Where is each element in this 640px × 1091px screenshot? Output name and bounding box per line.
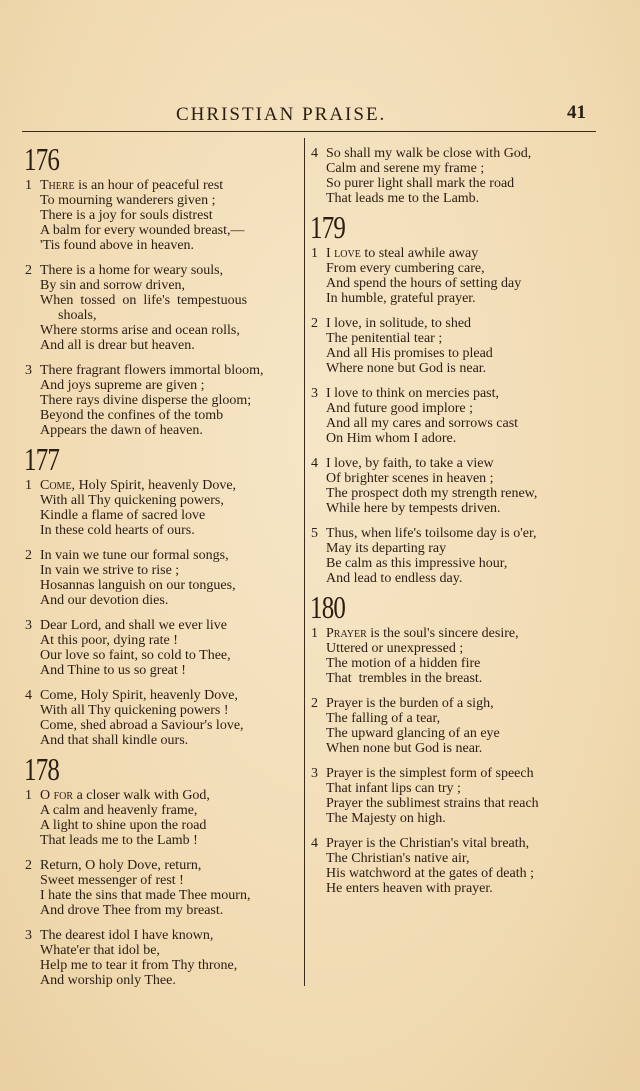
verse-line: I love, by faith, to take a view	[326, 456, 494, 471]
verse-line: is the soul's sincere desire,	[366, 626, 519, 641]
verse-line: May its departing ray	[326, 541, 447, 556]
verse-line: Kindle a flame of sacred love	[40, 508, 206, 523]
hymn-179-verse-5	[310, 526, 596, 586]
verse-line: And our devotion dies.	[40, 593, 169, 608]
verse-line: Sweet messenger of rest !	[40, 873, 184, 888]
verse-number: 4	[311, 836, 318, 851]
verse-line: So purer light shall mark the road	[326, 176, 515, 191]
verse-number: 2	[25, 548, 32, 563]
verse-line: I love to think on mercies past,	[326, 386, 500, 401]
verse-line: Thus, when life's toilsome day is o'er,	[326, 526, 537, 541]
hymn-number-177: 177	[24, 441, 60, 477]
verse-line: When tossed on life's tempestuous	[40, 293, 248, 308]
verse-number: 3	[311, 766, 318, 781]
verse-line: And drove Thee from my breast.	[40, 903, 224, 918]
hymn-176-verse-1	[24, 178, 302, 253]
verse-number: 4	[311, 146, 318, 161]
verse-line: And all His promises to plead	[326, 346, 493, 361]
verse-line: And all is drear but heaven.	[40, 338, 195, 353]
verse-line: And lead to endless day.	[326, 571, 463, 586]
verse-line: The Majesty on high.	[326, 811, 446, 826]
verse-line: Calm and serene my frame ;	[326, 161, 485, 176]
verse-line: Prayer is the burden of a sigh,	[326, 696, 494, 711]
hymn-176-verse-3	[24, 363, 302, 438]
hymn-number-178: 178	[24, 751, 60, 787]
column-divider	[304, 138, 305, 986]
verse-line: Help me to tear it from Thy throne,	[40, 958, 238, 973]
verse-line: While here by tempests driven.	[326, 501, 501, 516]
verse-number: 4	[25, 688, 32, 703]
verse-line: And worship only Thee.	[40, 973, 176, 988]
verse-number: 2	[25, 858, 32, 873]
hymn-177-verse-1	[24, 478, 302, 538]
hymn-178-verse-4	[310, 146, 596, 206]
verse-line: The dearest idol I have known,	[40, 928, 214, 943]
verse-line: And that shall kindle ours.	[40, 733, 189, 748]
hymn-number-179: 179	[310, 209, 346, 245]
left-column	[24, 140, 302, 998]
page-number: 41	[567, 102, 586, 123]
verse-line: I hate the sins that made Thee mourn,	[40, 888, 251, 903]
hymn-179-verse-2	[310, 316, 596, 376]
verse-line: In these cold hearts of ours.	[40, 523, 195, 538]
verse-number: 5	[311, 526, 318, 541]
verse-line: That leads me to the Lamb.	[326, 191, 480, 206]
verse-lead-word: I love	[326, 246, 361, 261]
verse-line: a closer walk with God,	[73, 788, 210, 803]
verse-number: 1	[311, 246, 318, 261]
verse-number: 3	[25, 363, 32, 378]
verse-line: There rays divine disperse the gloom;	[40, 393, 252, 408]
verse-number: 2	[25, 263, 32, 278]
verse-lead-word: O for	[40, 788, 74, 803]
hymn-number-180: 180	[310, 589, 346, 625]
verse-line: There is a joy for souls distrest	[40, 208, 213, 223]
verse-number: 4	[311, 456, 318, 471]
verse-number: 3	[25, 928, 32, 943]
hymn-180-verse-3	[310, 766, 596, 826]
hymn-176-verse-2	[24, 263, 302, 353]
verse-line: His watchword at the gates of death ;	[326, 866, 534, 881]
verse-lead-word: Prayer	[326, 626, 367, 641]
verse-line: A light to shine upon the road	[40, 818, 207, 833]
verse-line: The Christian's native air,	[326, 851, 470, 866]
verse-line: And Thine to us so great !	[40, 663, 186, 678]
verse-line: 'Tis found above in heaven.	[40, 238, 195, 253]
verse-line: Come, shed abroad a Saviour's love,	[40, 718, 244, 733]
hymn-179-verse-3	[310, 386, 596, 446]
verse-line: Uttered or unexpressed ;	[326, 641, 464, 656]
verse-number: 1	[25, 788, 32, 803]
verse-line: And future good implore ;	[326, 401, 473, 416]
verse-line: In humble, grateful prayer.	[326, 291, 476, 306]
verse-line: By sin and sorrow driven,	[40, 278, 186, 293]
verse-line: That trembles in the breast.	[326, 671, 483, 686]
verse-line: I love, in solitude, to shed	[326, 316, 472, 331]
verse-line: A balm for every wounded breast,—	[40, 223, 245, 238]
verse-line: The motion of a hidden fire	[326, 656, 481, 671]
hymn-178-verse-3	[24, 928, 302, 988]
verse-number: 1	[311, 626, 318, 641]
verse-line: So shall my walk be close with God,	[326, 146, 532, 161]
hymn-178-verse-1	[24, 788, 302, 848]
verse-line: The penitential tear ;	[326, 331, 443, 346]
verse-line: Hosannas languish on our tongues,	[40, 578, 236, 593]
verse-number: 1	[25, 478, 32, 493]
verse-line: In vain we strive to rise ;	[40, 563, 180, 578]
verse-line: With all Thy quickening powers,	[40, 493, 224, 508]
verse-number: 1	[25, 178, 32, 193]
verse-line: And spend the hours of setting day	[326, 276, 522, 291]
hymn-number-176: 176	[24, 141, 60, 177]
verse-line: Be calm as this impressive hour,	[326, 556, 508, 571]
verse-line: Appears the dawn of heaven.	[40, 423, 203, 438]
verse-line: With all Thy quickening powers !	[40, 703, 229, 718]
verse-line: Return, O holy Dove, return,	[40, 858, 202, 873]
hymn-177-verse-2	[24, 548, 302, 608]
hymn-180-verse-2	[310, 696, 596, 756]
running-title: CHRISTIAN PRAISE.	[176, 104, 387, 125]
verse-line: When none but God is near.	[326, 741, 483, 756]
hymn-178-verse-2	[24, 858, 302, 918]
verse-line: The falling of a tear,	[326, 711, 441, 726]
verse-line: Whate'er that idol be,	[40, 943, 160, 958]
verse-line: And joys supreme are given ;	[40, 378, 205, 393]
verse-line: In vain we tune our formal songs,	[40, 548, 229, 563]
verse-line: That leads me to the Lamb !	[40, 833, 198, 848]
verse-line: He enters heaven with prayer.	[326, 881, 493, 896]
verse-line: shoals,	[58, 308, 97, 323]
verse-line: Beyond the confines of the tomb	[40, 408, 224, 423]
hymn-180-verse-1	[310, 626, 596, 686]
verse-line: There is a home for weary souls,	[40, 263, 224, 278]
verse-line: On Him whom I adore.	[326, 431, 457, 446]
verse-line: Holy Spirit, heavenly Dove,	[75, 478, 237, 493]
verse-line: Prayer is the simplest form of speech	[326, 766, 534, 781]
verse-line: At this poor, dying rate !	[40, 633, 178, 648]
hymn-179-verse-1	[310, 246, 596, 306]
verse-number: 2	[311, 316, 318, 331]
hymn-177-verse-3	[24, 618, 302, 678]
header-rule	[22, 131, 596, 132]
verse-line: The prospect doth my strength renew,	[326, 486, 538, 501]
running-header	[176, 104, 596, 126]
verse-line: Where none but God is near.	[326, 361, 487, 376]
verse-line: From every cumbering care,	[326, 261, 485, 276]
verse-lead-word: Come,	[40, 478, 76, 493]
verse-line: to steal awhile away	[360, 246, 479, 261]
verse-line: A calm and heavenly frame,	[40, 803, 198, 818]
verse-line: That infant lips can try ;	[326, 781, 461, 796]
verse-line: The upward glancing of an eye	[326, 726, 500, 741]
verse-line: Come, Holy Spirit, heavenly Dove,	[40, 688, 238, 703]
right-column	[310, 146, 596, 906]
verse-line: To mourning wanderers given ;	[40, 193, 216, 208]
verse-line: Of brighter scenes in heaven ;	[326, 471, 494, 486]
verse-line: There fragrant flowers immortal bloom,	[40, 363, 264, 378]
verse-line: Our love so faint, so cold to Thee,	[40, 648, 231, 663]
verse-line: Where storms arise and ocean rolls,	[40, 323, 240, 338]
verse-line: Dear Lord, and shall we ever live	[40, 618, 227, 633]
verse-number: 3	[25, 618, 32, 633]
verse-line: And all my cares and sorrows cast	[326, 416, 519, 431]
verse-line: Prayer the sublimest strains that reach	[326, 796, 539, 811]
hymn-180-verse-4	[310, 836, 596, 896]
verse-number: 3	[311, 386, 318, 401]
hymn-177-verse-4	[24, 688, 302, 748]
verse-line: Prayer is the Christian's vital breath,	[326, 836, 530, 851]
hymn-179-verse-4	[310, 456, 596, 516]
verse-lead-word: There	[40, 178, 75, 193]
verse-line: is an hour of peaceful rest	[74, 178, 224, 193]
verse-number: 2	[311, 696, 318, 711]
